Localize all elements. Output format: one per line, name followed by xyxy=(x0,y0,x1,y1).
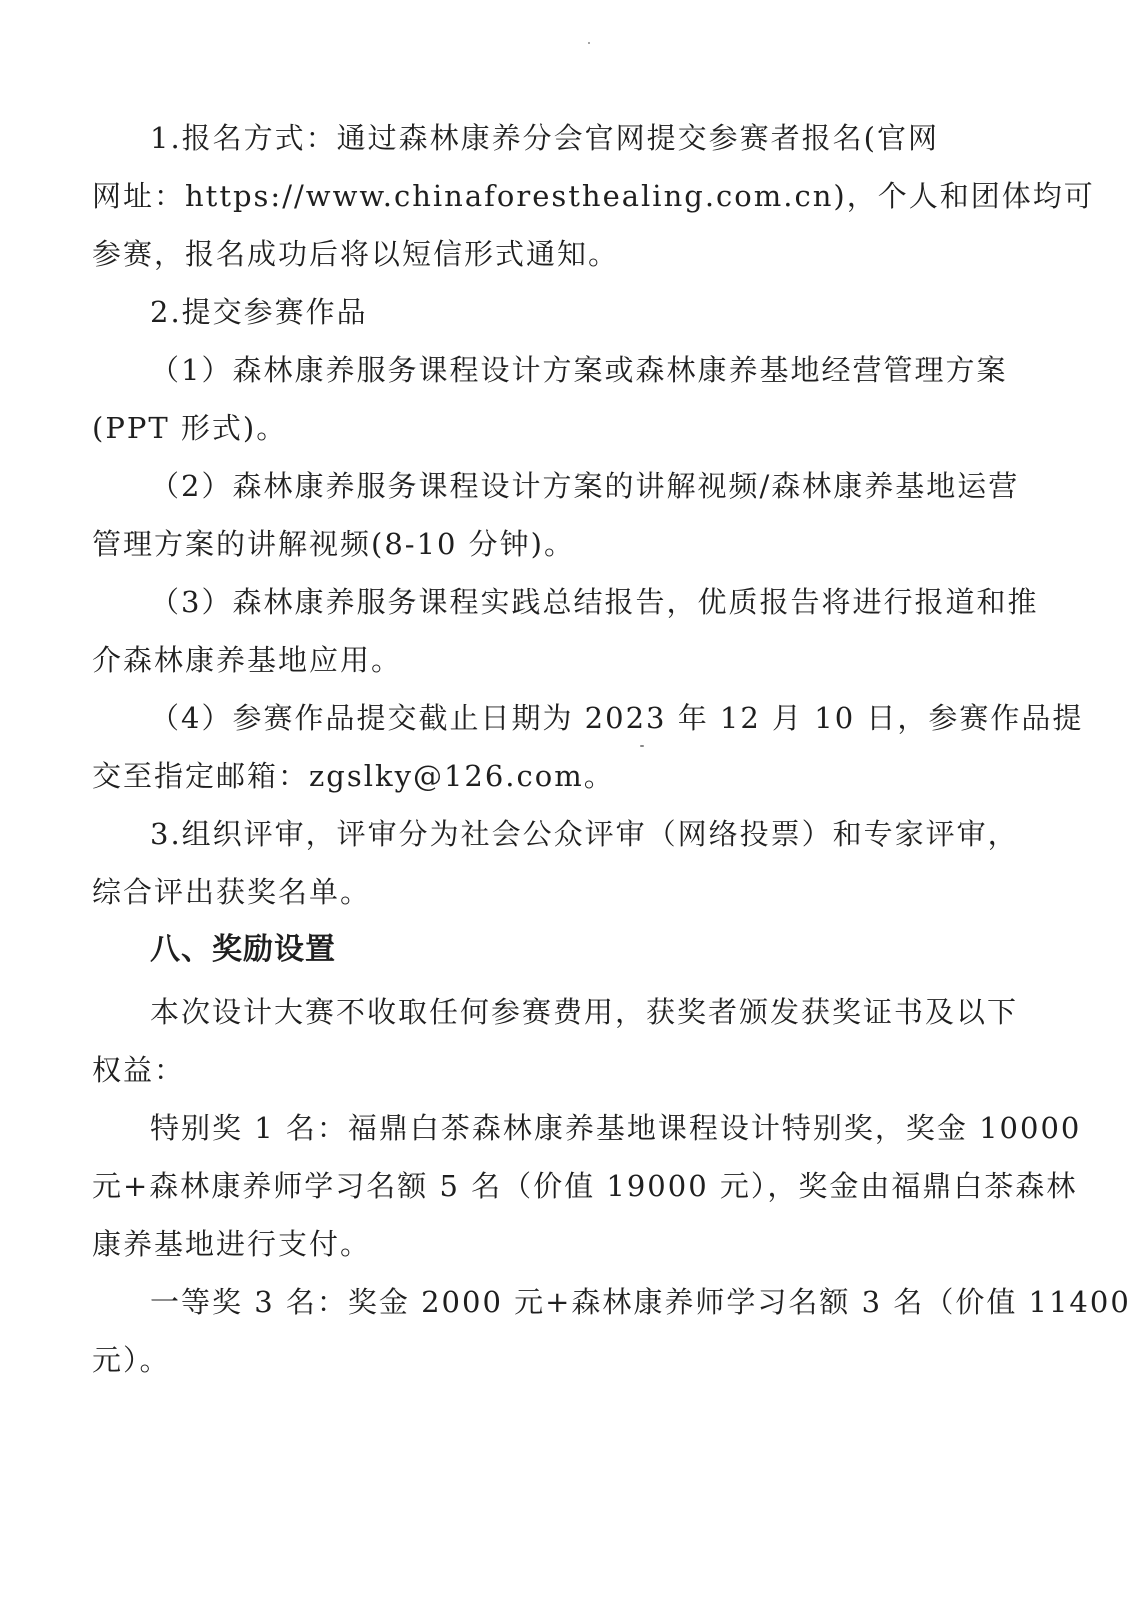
item-1-format: (PPT 形式)。 xyxy=(92,411,288,445)
first-prize: 一等奖 3 名：奖金 2000 元+森林康养师学习名额 3 名（价值 11400 xyxy=(150,1285,1131,1319)
item-1-design-plan: （1）森林康养服务课程设计方案或森林康养基地经营管理方案 xyxy=(150,353,1008,387)
item-3-application: 介森林康养基地应用。 xyxy=(92,643,403,677)
special-award: 特别奖 1 名：福鼎白茶森林康养基地课程设计特别奖，奖金 10000 xyxy=(150,1111,1082,1145)
paragraph-registration-notice: 参赛，报名成功后将以短信形式通知。 xyxy=(92,237,620,271)
scan-speck xyxy=(588,42,590,44)
item-2-duration: 管理方案的讲解视频(8-10 分钟)。 xyxy=(92,527,575,561)
scan-speck xyxy=(640,745,644,747)
section-review: 3.组织评审，评审分为社会公众评审（网络投票）和专家评审， xyxy=(150,817,1019,851)
heading-awards: 八、奖励设置 xyxy=(150,932,336,967)
first-prize-cont: 元）。 xyxy=(92,1343,171,1377)
awards-intro-cont: 权益： xyxy=(92,1053,186,1087)
special-award-cont: 元+森林康养师学习名额 5 名（价值 19000 元），奖金由福鼎白茶森林 xyxy=(92,1169,1078,1203)
paragraph-registration-url: 网址：https://www.chinaforesthealing.com.cn)，个人和团体均可 xyxy=(92,179,1095,213)
item-4-deadline: （4）参赛作品提交截止日期为 2023 年 12 月 10 日，参赛作品提 xyxy=(150,701,1084,735)
item-3-report: （3）森林康养服务课程实践总结报告，优质报告将进行报道和推 xyxy=(150,585,1039,619)
special-award-payment: 康养基地进行支付。 xyxy=(92,1227,372,1261)
awards-intro: 本次设计大赛不收取任何参赛费用，获奖者颁发获奖证书及以下 xyxy=(150,995,1019,1029)
review-result: 综合评出获奖名单。 xyxy=(92,875,372,909)
section-submit-works: 2.提交参赛作品 xyxy=(150,295,368,329)
paragraph-registration-method: 1.报名方式：通过森林康养分会官网提交参赛者报名(官网 xyxy=(150,121,939,155)
item-4-email: 交至指定邮箱：zgslky@126.com。 xyxy=(92,759,615,793)
item-2-video: （2）森林康养服务课程设计方案的讲解视频/森林康养基地运营 xyxy=(150,469,1020,503)
